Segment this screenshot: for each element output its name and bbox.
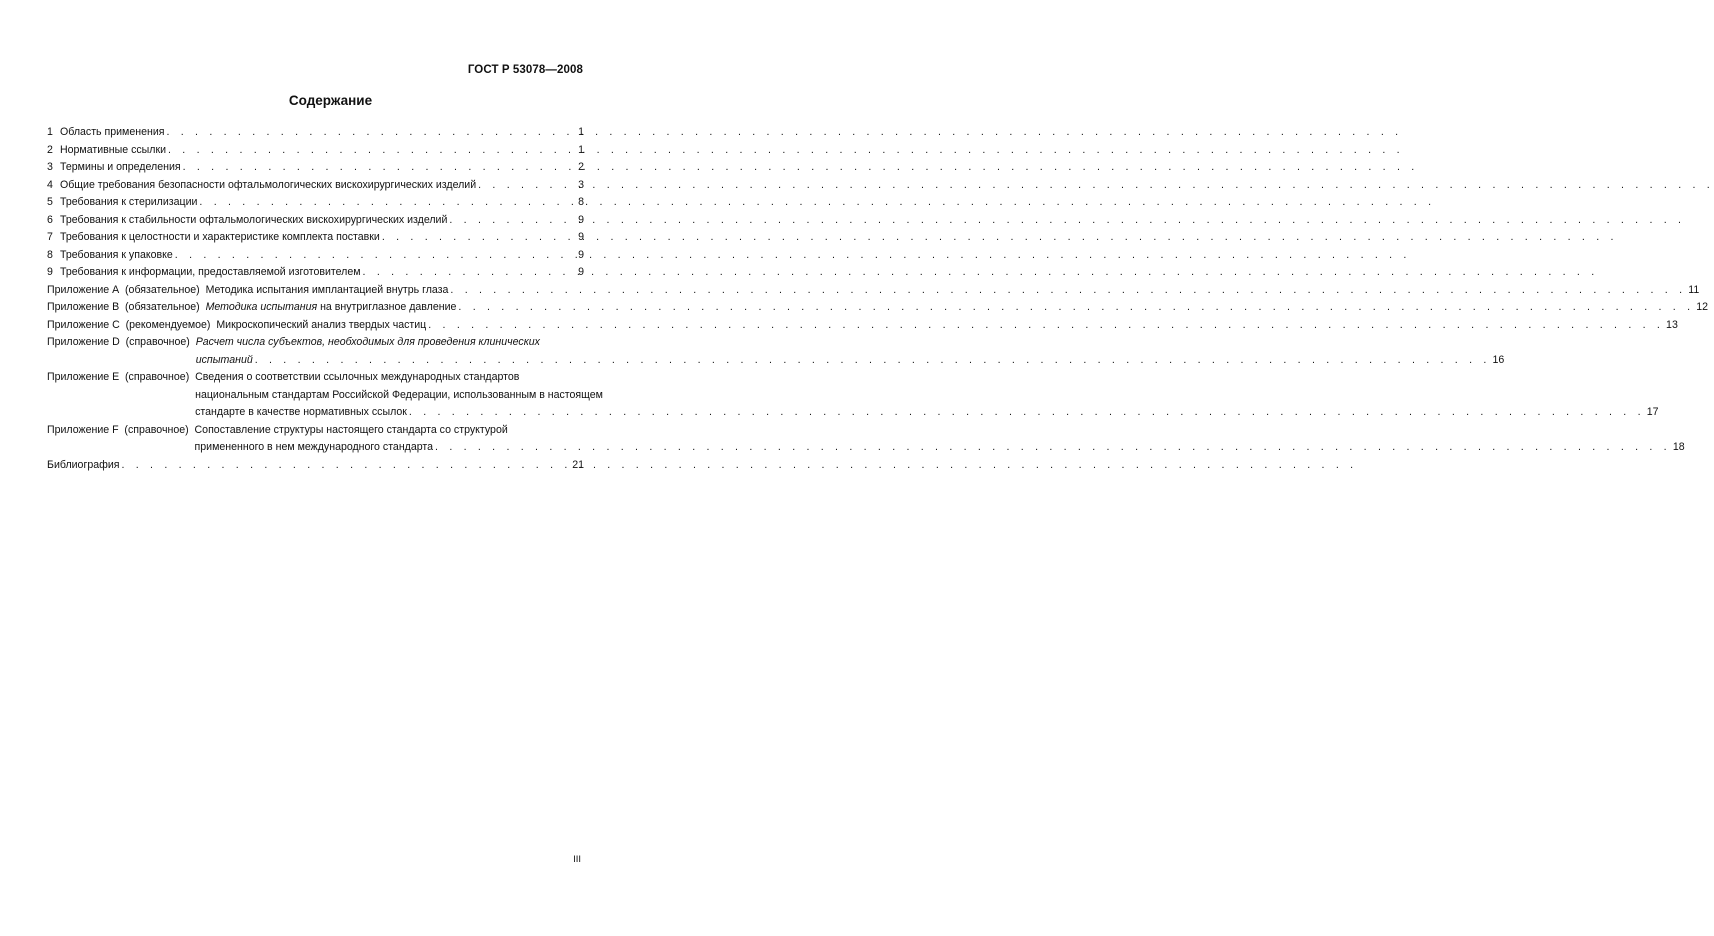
page-ref: 1 [578, 143, 584, 156]
page-ref: 12 [1696, 301, 1709, 313]
page-ref: 21 [572, 458, 584, 471]
toc-appendix-d[interactable] [47, 334, 1505, 369]
dot-leader [255, 352, 1491, 370]
dot-leader [121, 457, 570, 475]
section-number: 6 [47, 213, 53, 226]
section-number: 9 [47, 266, 53, 278]
toc-entry[interactable] [47, 124, 584, 142]
section-number: 5 [47, 196, 53, 208]
appendix-label: Приложение Е (справочное) [47, 371, 196, 383]
appendix-title-cont: испытаний [195, 353, 253, 366]
appendix-title-rest: на внутриглазное давление [317, 301, 457, 313]
page-ref: 8 [578, 196, 584, 208]
toc-entry[interactable] [47, 142, 584, 160]
appendix-label: Приложение В (обязательное) [47, 301, 206, 313]
section-title: Требования к информации, предоставляемой изготовителем [60, 266, 361, 278]
dot-leader [449, 212, 576, 230]
appendix-title-italic: Методика испытания [205, 301, 318, 313]
page-ref: 9 [578, 231, 584, 243]
dot-leader [450, 282, 1686, 300]
page-ref: 1 [578, 126, 584, 138]
dot-leader [382, 229, 576, 247]
section-title: Область применения [60, 126, 165, 138]
section-number: 4 [47, 178, 53, 191]
toc-appendix-f[interactable] [47, 422, 1685, 457]
section-title: Требования к стабильности офтальмологических вискохирургических изделий [60, 213, 448, 226]
dot-leader [428, 317, 1664, 335]
toc-appendix-a[interactable] [47, 282, 1700, 300]
appendix-title: Расчет числа субъектов, необходимых для проведения клинических [195, 336, 540, 348]
appendix-label: Приложение D (справочное) [47, 336, 196, 348]
appendix-title-cont: стандарте в качестве нормативных ссылок [195, 406, 407, 418]
page-ref: 9 [578, 248, 584, 261]
section-title: Нормативные ссылки [60, 143, 167, 156]
dot-leader [409, 404, 1645, 422]
page-ref: 11 [1688, 283, 1700, 296]
page-ref: 2 [578, 161, 584, 173]
toc-title: Содержание [288, 93, 373, 108]
appendix-title: Методика испытания имплантацией внутрь глаза [205, 283, 449, 296]
toc-appendix-b[interactable] [47, 299, 1709, 317]
page-ref: 9 [578, 213, 584, 226]
page-ref: 16 [1492, 353, 1505, 366]
section-title: Термины и определения [60, 161, 181, 173]
dot-leader [168, 142, 576, 160]
page-ref: 9 [578, 266, 584, 278]
section-number: 8 [47, 248, 53, 261]
dot-leader [166, 124, 576, 142]
section-number: 1 [47, 126, 53, 138]
toc-entry[interactable] [47, 229, 584, 247]
appendix-title: Сопоставление структуры настоящего стандарта со структурой [194, 423, 508, 436]
toc-entry[interactable] [47, 177, 584, 195]
section-number: 2 [47, 143, 53, 156]
page-ref: 18 [1672, 441, 1685, 453]
section-title: Требования к стерилизации [60, 196, 198, 208]
appendix-title: Сведения о соответствии ссылочных международных стандартов [195, 371, 520, 383]
section-title: Требования к упаковке [60, 248, 173, 261]
section-number: 7 [47, 231, 53, 243]
toc-entry[interactable] [47, 212, 584, 230]
toc-appendix-e[interactable] [47, 369, 1659, 422]
toc-entry[interactable] [47, 159, 584, 177]
section-title: Общие требования безопасности офтальмологических вискохирургических изделий [60, 178, 477, 191]
bibliography-title: Библиография [47, 458, 120, 471]
table-of-contents [47, 124, 1709, 474]
page-number: III [573, 854, 581, 865]
toc-entry[interactable] [47, 264, 584, 282]
toc-entry[interactable] [47, 194, 584, 212]
dot-leader [199, 194, 576, 212]
section-number: 3 [47, 161, 53, 173]
appendix-label: Приложение F (справочное) [47, 423, 195, 436]
dot-leader [363, 264, 577, 282]
page-ref: 13 [1666, 318, 1678, 331]
appendix-title: Микроскопический анализ твердых частиц [216, 318, 427, 331]
page-ref: 3 [578, 178, 584, 191]
dot-leader [458, 299, 1694, 317]
appendix-title-cont: примененного в нем международного стандарта [194, 441, 434, 453]
dot-leader [175, 247, 576, 265]
toc-appendix-c[interactable] [47, 317, 1678, 335]
dot-leader [435, 439, 1671, 457]
appendix-label: Приложение А (обязательное) [47, 283, 206, 296]
document-code: ГОСТ Р 53078—2008 [467, 64, 583, 76]
toc-entry[interactable] [47, 247, 584, 265]
appendix-title-cont: национальным стандартам Российской Федерации, использованным в настоящем [195, 388, 603, 401]
toc-bibliography[interactable] [47, 457, 584, 475]
dot-leader [478, 177, 576, 195]
page-ref: 17 [1646, 406, 1659, 418]
appendix-label: Приложение С (рекомендуемое) [47, 318, 217, 331]
appendix-title [206, 299, 457, 317]
section-title: Требования к целостности и характеристике комплекта поставки [60, 231, 380, 243]
dot-leader [183, 159, 576, 177]
